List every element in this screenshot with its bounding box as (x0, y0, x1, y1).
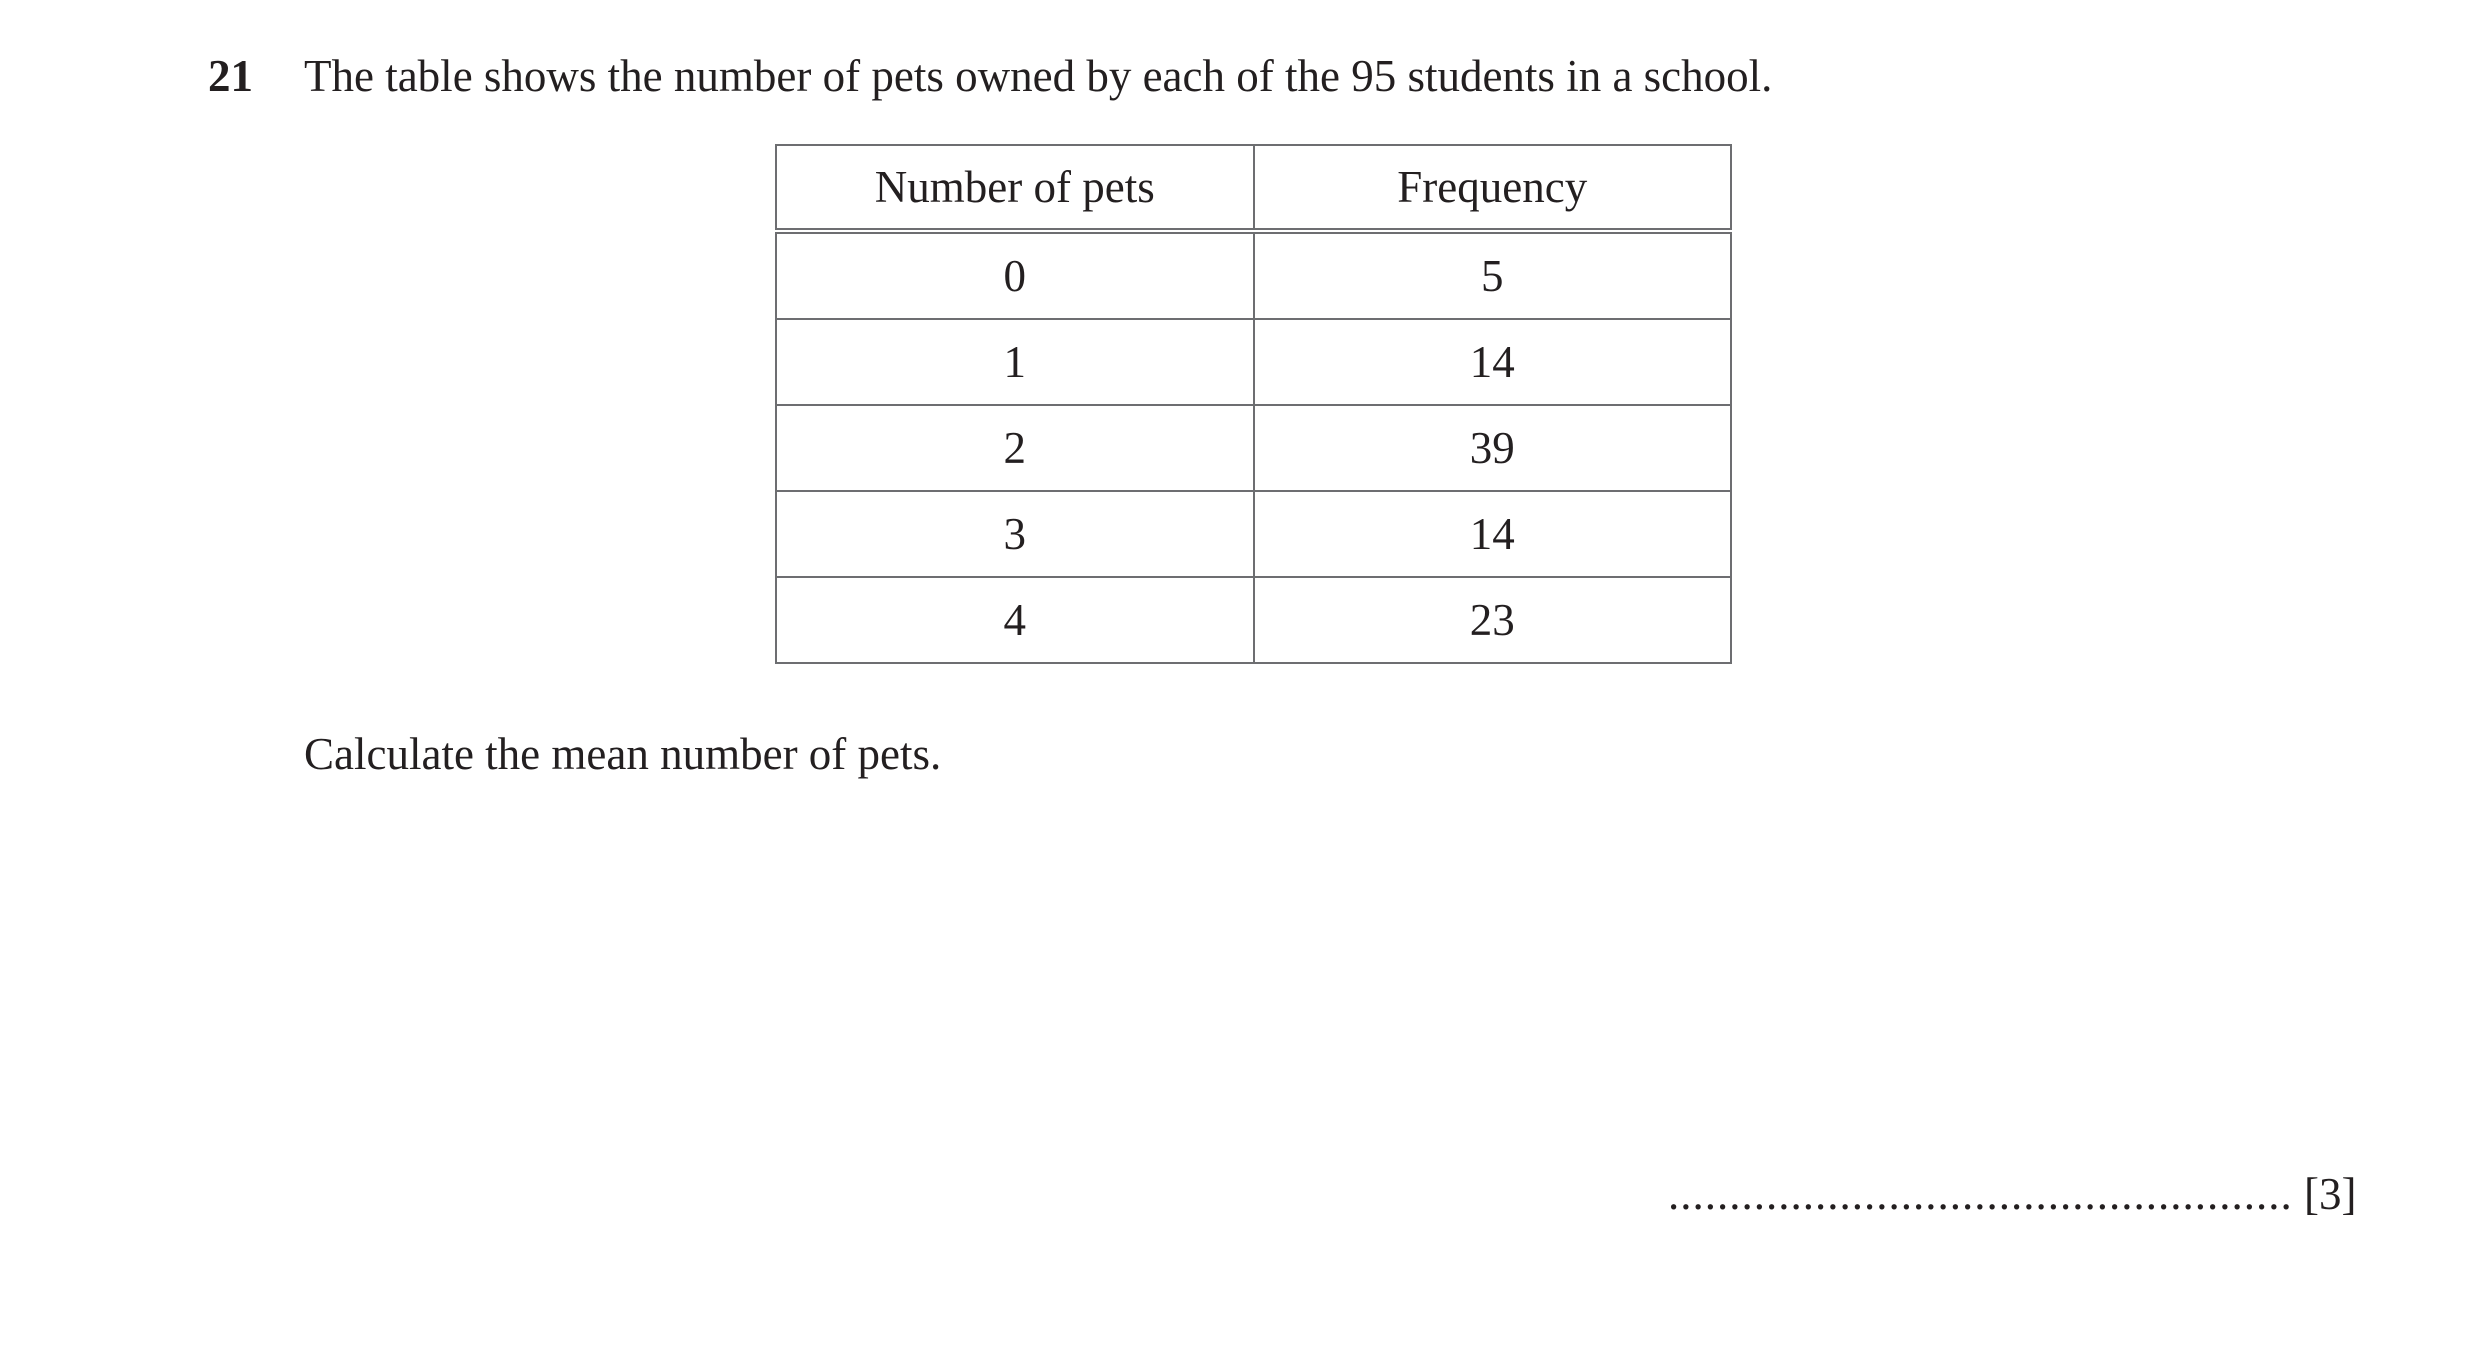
pets-cell: 4 (776, 577, 1254, 663)
pets-cell: 0 (776, 231, 1254, 319)
frequency-cell: 23 (1254, 577, 1732, 663)
pets-frequency-table (775, 144, 1732, 664)
answer-dots: ................................................... (1668, 1169, 2293, 1219)
marks-label: [3] (2304, 1169, 2357, 1219)
table-row (776, 231, 1731, 319)
question-number: 21 (208, 51, 253, 101)
frequency-cell: 14 (1254, 491, 1732, 577)
question-stem: The table shows the number of pets owned by each of the 95 students in a school. (304, 51, 1773, 101)
table-header-row (776, 145, 1731, 231)
header-frequency: Frequency (1254, 145, 1732, 231)
question-instruction: Calculate the mean number of pets. (304, 729, 942, 779)
frequency-cell: 39 (1254, 405, 1732, 491)
table-row (776, 577, 1731, 663)
answer-line[interactable] (1668, 1166, 2356, 1222)
pets-cell: 3 (776, 491, 1254, 577)
frequency-cell: 5 (1254, 231, 1732, 319)
table-row (776, 491, 1731, 577)
frequency-cell: 14 (1254, 319, 1732, 405)
header-number-of-pets: Number of pets (776, 145, 1254, 231)
pets-cell: 1 (776, 319, 1254, 405)
pets-cell: 2 (776, 405, 1254, 491)
table-row (776, 319, 1731, 405)
table-row (776, 405, 1731, 491)
